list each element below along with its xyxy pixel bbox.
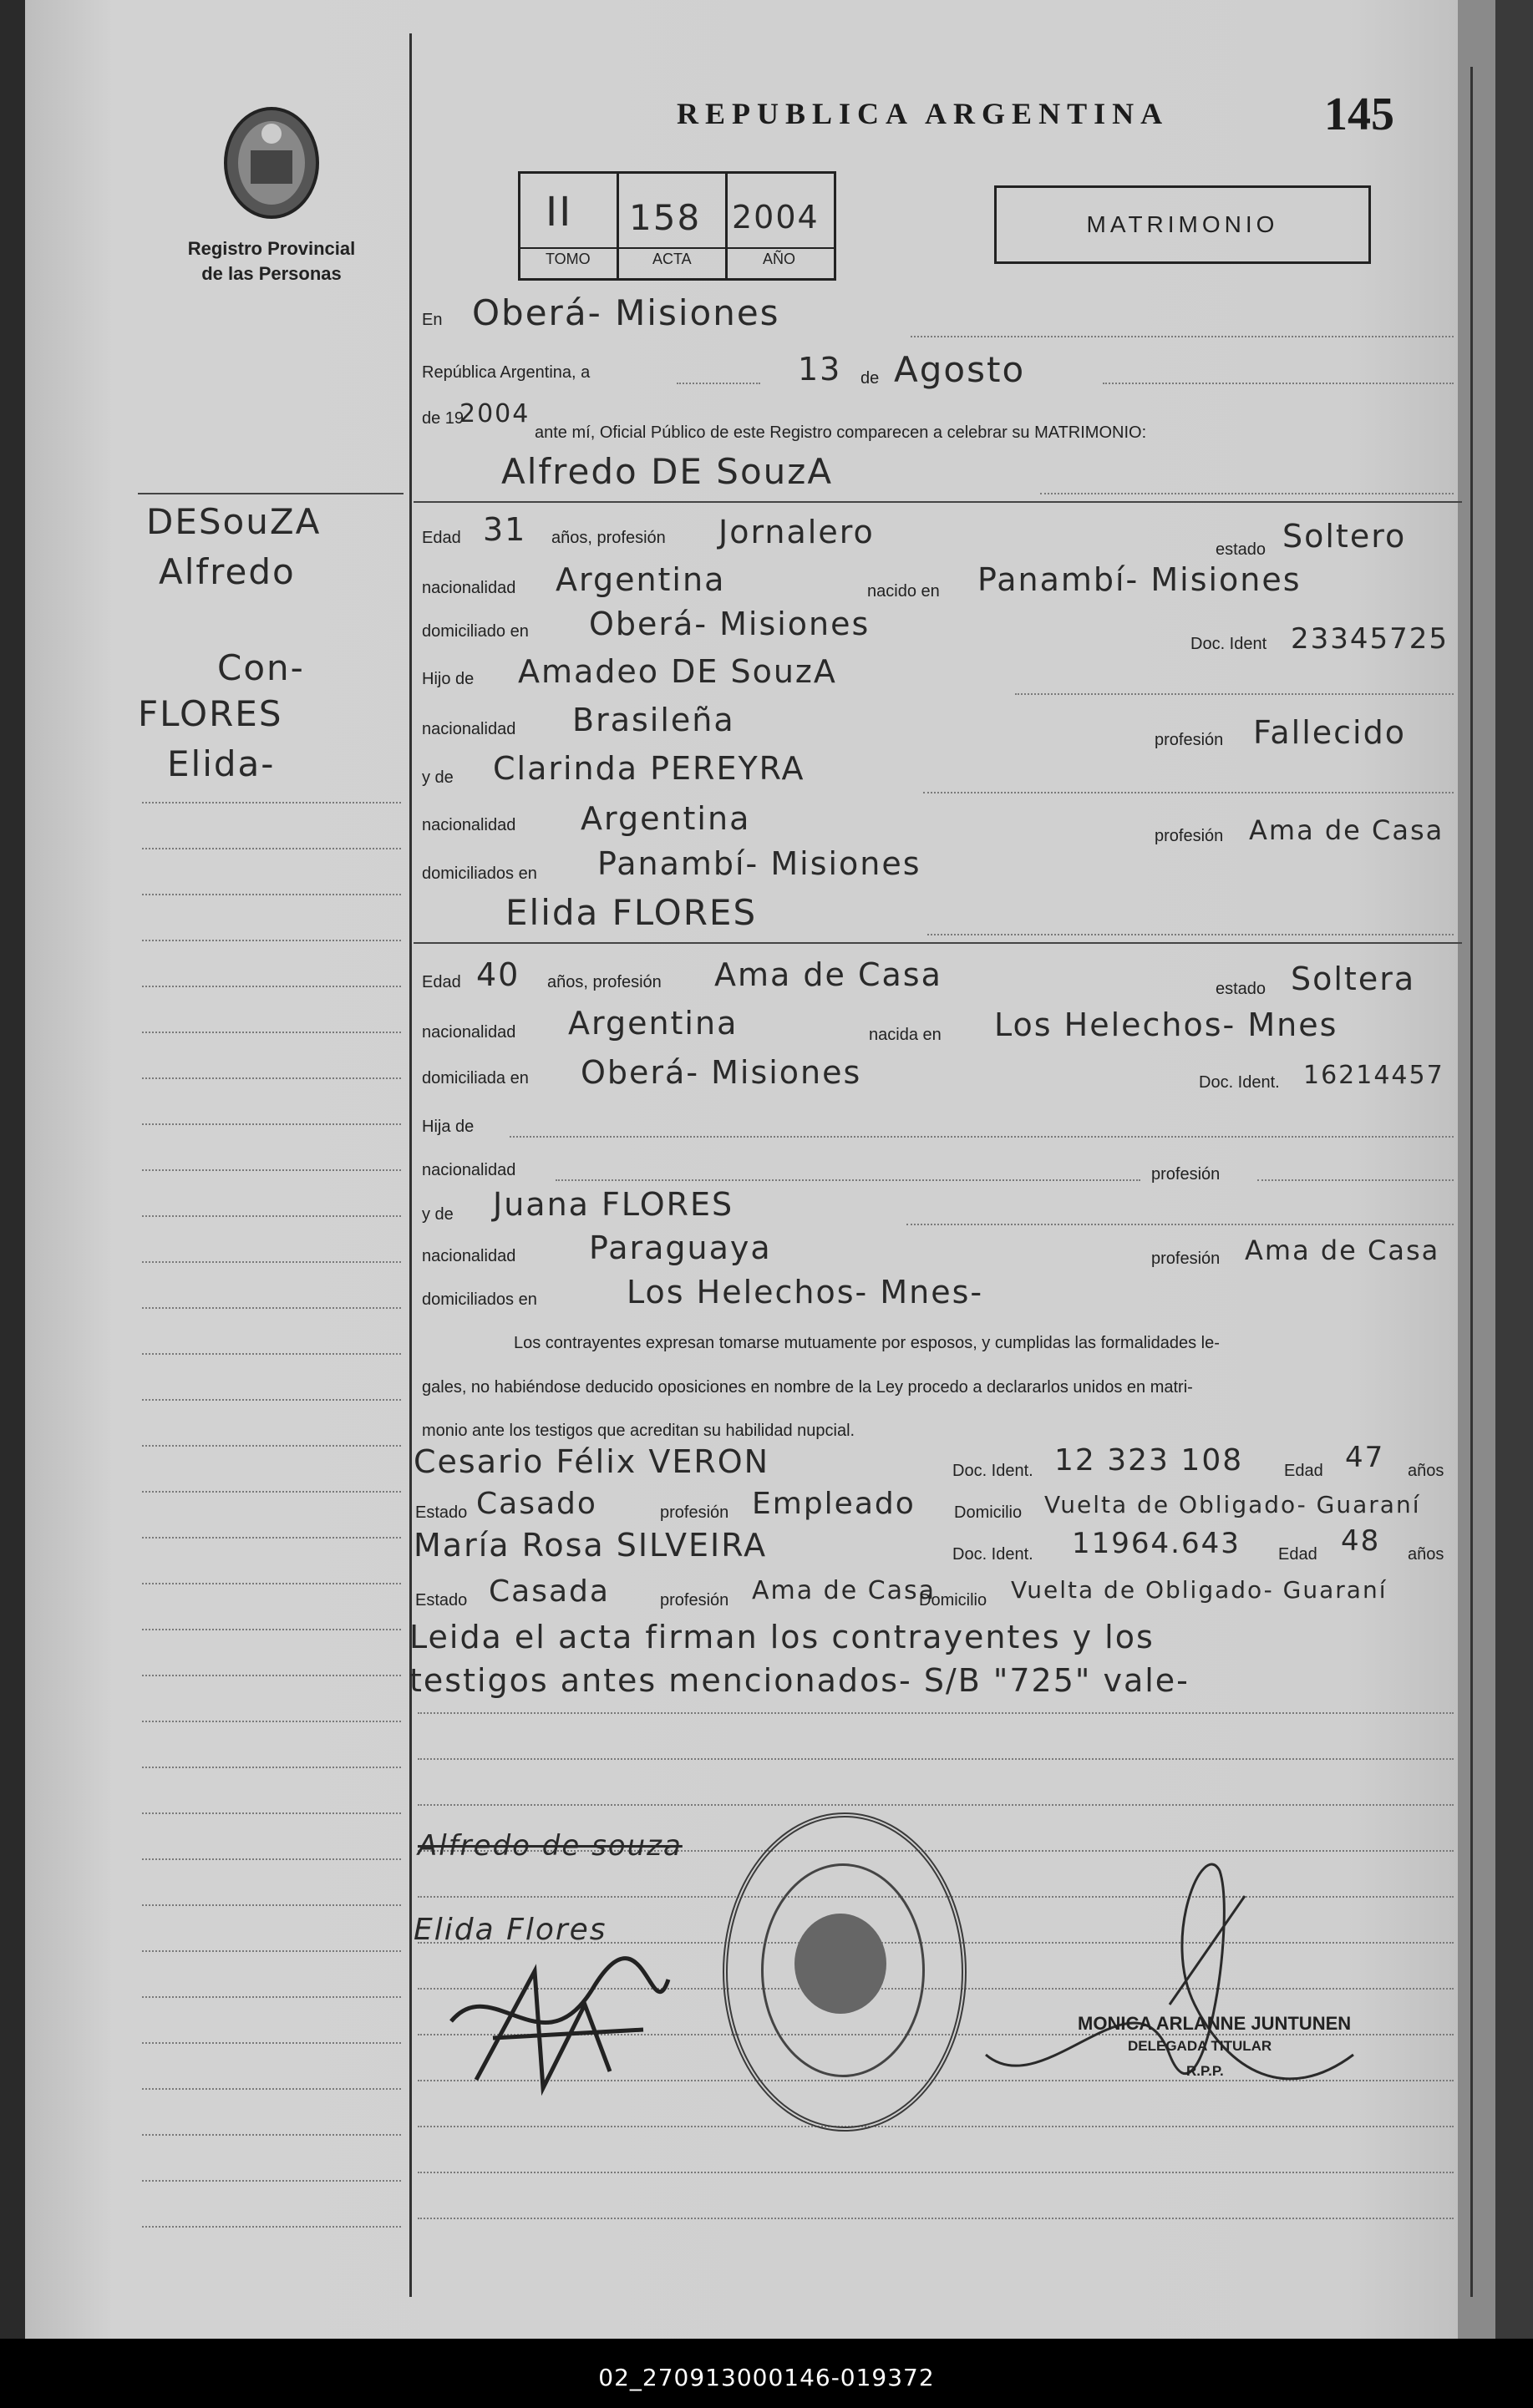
groom-father-profession: Fallecido (1253, 714, 1406, 751)
officer-org: R.P.P. (1186, 2063, 1224, 2079)
month-value: Agosto (894, 349, 1026, 390)
groom-father-prof-label: profesión (1155, 731, 1224, 749)
bride-mother-nationality: Paraguaya (589, 1229, 772, 1266)
rule (677, 383, 760, 384)
groom-birthplace: Panambí- Misiones (977, 561, 1302, 598)
ruled-line (418, 1804, 1454, 1806)
ruled-line (142, 802, 401, 804)
witness2-name: María Rosa SILVEIRA (414, 1527, 768, 1564)
margin-divider (409, 33, 412, 2297)
ruled-line (142, 1812, 401, 1814)
bride-civil-status: Soltera (1291, 961, 1416, 997)
margin-note-line1: DESouZA (146, 501, 322, 542)
declaration-line1: Los contrayentes expresan tomarse mutuamente por esposos, y cumplidas las formalidades le- (514, 1334, 1220, 1352)
ruled-line (142, 2134, 401, 2136)
rule (923, 792, 1454, 793)
ruled-line (418, 2172, 1454, 2173)
closing-line2: testigos antes mencionados- S/B "725" vale- (409, 1662, 1190, 1699)
witness2-estado-label: Estado (415, 1591, 468, 1610)
margin-note-line5: Elida- (167, 743, 276, 784)
groom-edad-label: Edad (422, 529, 461, 547)
witness1-estado-label: Estado (415, 1503, 468, 1522)
groom-hijo-label: Hijo de (422, 670, 475, 688)
groom-dom-label: domiciliado en (422, 622, 529, 641)
ruled-line (142, 2226, 401, 2228)
rule (906, 1224, 1454, 1225)
bride-domicile: Oberá- Misiones (581, 1054, 862, 1091)
officer-signature-scribble (969, 1838, 1387, 2155)
act-reference-box (518, 171, 836, 281)
rule (911, 336, 1454, 337)
witness1-anos-label: años (1408, 1462, 1444, 1480)
ruled-line (142, 1767, 401, 1768)
officer-title: DELEGADA TITULAR (1128, 2038, 1272, 2054)
witness1-civil-status: Casado (476, 1487, 597, 1521)
official-seal-stamp (723, 1812, 967, 2132)
ruled-line (418, 1758, 1454, 1760)
ruled-line (142, 1858, 401, 1860)
bride-father-nat-label: nacionalidad (422, 1161, 516, 1179)
bride-estado-label: estado (1216, 980, 1267, 998)
groom-yde-label: y de (422, 768, 454, 787)
officer-name: MONICA ARLANNE JUNTUNEN (1078, 2013, 1352, 2034)
ante-text: ante mí, Oficial Público de este Registro comparecen a celebrar su MATRIMONIO: (535, 423, 1147, 442)
ruled-line (418, 2218, 1454, 2219)
act-type-box (994, 185, 1371, 264)
section-divider (414, 501, 1462, 503)
groom-profession: Jornalero (718, 514, 875, 550)
ruled-line (418, 1712, 1454, 1714)
bride-hija-label: Hija de (422, 1118, 475, 1136)
book-binding (0, 0, 25, 2339)
ruled-line (142, 1169, 401, 1171)
rule (1040, 493, 1454, 494)
ruled-line (142, 1215, 401, 1217)
bride-nac-label: nacionalidad (422, 1023, 516, 1042)
margin-note-line3: Con- (217, 647, 305, 688)
ruled-line (142, 1353, 401, 1355)
witness1-name: Cesario Félix VERON (414, 1443, 770, 1480)
witness2-age: 48 (1341, 1524, 1381, 1558)
ruled-line (142, 1307, 401, 1309)
bride-mother-profession: Ama de Casa (1245, 1234, 1440, 1266)
tomo-value: II (546, 189, 573, 236)
ruled-line (142, 1123, 401, 1125)
ano-label: AÑO (763, 251, 796, 267)
bride-nationality: Argentina (568, 1005, 739, 1042)
margin-rule (138, 493, 404, 494)
groom-civil-status: Soltero (1282, 518, 1407, 555)
ruled-line (142, 1261, 401, 1263)
rule (510, 1136, 1454, 1138)
witness2-anos-label: años (1408, 1545, 1444, 1564)
section-divider (414, 942, 1462, 944)
groom-nacido-label: nacido en (867, 582, 940, 601)
groom-estado-label: estado (1216, 540, 1267, 559)
groom-mother-prof-label: profesión (1155, 827, 1224, 845)
groom-nationality: Argentina (556, 561, 726, 598)
day-value: 13 (798, 351, 842, 388)
witness1-doc: 12 323 108 (1054, 1443, 1244, 1478)
groom-mother-nationality: Argentina (581, 800, 751, 837)
groom-age: 31 (483, 511, 527, 548)
witness2-profesion-label: profesión (660, 1591, 729, 1610)
bride-edad-label: Edad (422, 973, 461, 991)
ruled-line (142, 940, 401, 941)
place-value: Oberá- Misiones (472, 292, 780, 333)
right-border (1470, 67, 1473, 2297)
ruled-line (142, 1491, 401, 1493)
witness1-domicile: Vuelta de Obligado- Guaraní (1044, 1491, 1421, 1518)
bride-name: Elida FLORES (505, 892, 758, 933)
bride-signature: Elida Flores (414, 1913, 607, 1947)
registry-name-line1: Registro Provincial (187, 238, 356, 259)
scan-footer (0, 2339, 1533, 2408)
ruled-line (142, 1583, 401, 1584)
ruled-line (142, 1077, 401, 1079)
declaration-line2: gales, no habiéndose deducido oposiciones en nombre de la Ley procedo a declararlos unidos en matri- (422, 1378, 1193, 1397)
bride-nacida-label: nacida en (869, 1026, 942, 1044)
groom-mother: Clarinda PEREYRA (493, 750, 805, 787)
tomo-label: TOMO (546, 251, 591, 267)
year-value: 2004 (459, 399, 530, 428)
bride-profesion-label: años, profesión (547, 973, 662, 991)
de-label: de (860, 369, 880, 388)
bride-dom-label: domiciliada en (422, 1069, 529, 1087)
witness-signature-scribble (443, 1954, 677, 2096)
page-number: 145 (1324, 89, 1394, 140)
witness1-profesion-label: profesión (660, 1503, 729, 1522)
bride-yde-label: y de (422, 1205, 454, 1224)
bride-age: 40 (476, 956, 520, 993)
margin-note-line2: Alfredo (159, 551, 296, 592)
ruled-line (142, 2042, 401, 2044)
ruled-line (142, 1445, 401, 1447)
acta-value: 158 (629, 197, 702, 238)
en-label: En (422, 311, 443, 329)
bride-mother-prof-label: profesión (1151, 1250, 1221, 1268)
closing-line1: Leida el acta firman los contrayentes y los (409, 1619, 1155, 1655)
groom-domicile: Oberá- Misiones (589, 606, 871, 642)
witness1-profession: Empleado (752, 1487, 916, 1521)
groom-parents-dom-label: domiciliados en (422, 864, 537, 883)
republica-label: República Argentina, a (422, 363, 591, 382)
groom-name: Alfredo DE SouzA (501, 451, 834, 492)
ruled-line (142, 2088, 401, 2090)
year-prefix: de 19 (422, 409, 464, 428)
ruled-line (142, 1399, 401, 1401)
groom-doc: 23345725 (1291, 622, 1449, 656)
groom-signature: Alfredo de souza (418, 1829, 683, 1863)
witness1-age: 47 (1345, 1441, 1385, 1474)
ano-value: 2004 (732, 199, 820, 236)
bride-doc: 16214457 (1303, 1061, 1444, 1090)
groom-father-nat-label: nacionalidad (422, 720, 516, 738)
margin-note-line4: FLORES (138, 693, 283, 734)
groom-nac-label: nacionalidad (422, 579, 516, 597)
ruled-line (142, 1904, 401, 1906)
ruled-line (142, 848, 401, 849)
bride-mother: Juana FLORES (493, 1186, 734, 1223)
groom-father-nationality: Brasileña (572, 702, 735, 738)
witness2-civil-status: Casada (489, 1574, 610, 1609)
witness1-doc-label: Doc. Ident. (952, 1462, 1033, 1480)
witness1-edad-label: Edad (1284, 1462, 1323, 1480)
witness2-edad-label: Edad (1278, 1545, 1317, 1564)
bride-doc-label: Doc. Ident. (1199, 1073, 1280, 1092)
declaration-line3: monio ante los testigos que acreditan su habilidad nupcial. (422, 1422, 855, 1440)
ruled-line (142, 1950, 401, 1952)
groom-father: Amadeo DE SouzA (518, 653, 837, 690)
coat-of-arms-logo (221, 104, 322, 221)
acta-label: ACTA (652, 251, 692, 267)
ruled-line (142, 1537, 401, 1539)
ruled-line (142, 986, 401, 987)
ruled-line (142, 1996, 401, 1998)
witness2-doc: 11964.643 (1072, 1527, 1241, 1560)
bride-parents-domicile: Los Helechos- Mnes- (627, 1274, 984, 1310)
ruled-line (142, 1032, 401, 1033)
groom-parents-domicile: Panambí- Misiones (597, 845, 921, 882)
groom-mother-profession: Ama de Casa (1249, 814, 1444, 846)
witness1-domicilio-label: Domicilio (954, 1503, 1023, 1522)
bride-profession: Ama de Casa (714, 956, 942, 993)
page-edge (1458, 0, 1495, 2339)
bride-mother-nat-label: nacionalidad (422, 1247, 516, 1265)
witness2-domicilio-label: Domicilio (919, 1591, 987, 1610)
rule (556, 1179, 1140, 1181)
act-type-label: MATRIMONIO (1086, 211, 1279, 237)
groom-profesion-label: años, profesión (551, 529, 666, 547)
rule (927, 934, 1454, 935)
registry-name-line2: de las Personas (201, 263, 342, 284)
groom-doc-label: Doc. Ident (1190, 635, 1267, 653)
bride-parents-dom-label: domiciliados en (422, 1290, 537, 1309)
country-title: REPUBLICA ARGENTINA (677, 97, 1170, 130)
witness2-domicile: Vuelta de Obligado- Guaraní (1011, 1576, 1388, 1604)
ruled-line (142, 2180, 401, 2182)
ruled-line (142, 1629, 401, 1630)
rule (1015, 693, 1454, 695)
ruled-line (142, 894, 401, 895)
ruled-line (142, 1675, 401, 1676)
ruled-line (142, 1721, 401, 1722)
groom-mother-nat-label: nacionalidad (422, 816, 516, 834)
rule (1103, 383, 1454, 384)
bride-birthplace: Los Helechos- Mnes (994, 1006, 1338, 1043)
witness2-doc-label: Doc. Ident. (952, 1545, 1033, 1564)
rule (1257, 1179, 1454, 1181)
file-id: 02_270913000146-019372 (598, 2364, 935, 2391)
witness2-profession: Ama de Casa (752, 1576, 937, 1605)
bride-father-prof-label: profesión (1151, 1165, 1221, 1184)
